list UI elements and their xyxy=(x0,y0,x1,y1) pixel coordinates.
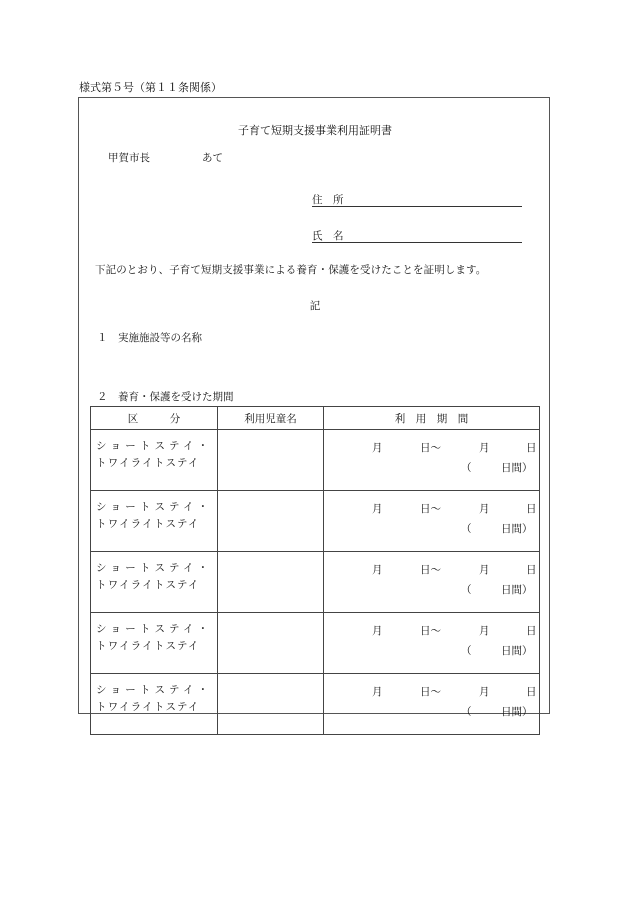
category-cell xyxy=(91,491,218,552)
category-cell xyxy=(91,552,218,613)
start-month: 月 xyxy=(372,503,383,515)
facility-name-item: １ 実施施設等の名称 xyxy=(97,332,202,344)
address-field[interactable] xyxy=(312,192,522,207)
end-month: 月 xyxy=(479,686,490,698)
child-name-cell[interactable] xyxy=(218,491,324,552)
certification-statement: 下記のとおり、子育て短期支援事業による養育・保護を受けたことを証明します。 xyxy=(95,264,487,276)
child-name-cell[interactable] xyxy=(218,430,324,491)
recipient-name: 甲賀市長 xyxy=(108,152,150,164)
category-line1: ショートステイ・ xyxy=(96,623,213,635)
category-line1: ショートステイ・ xyxy=(96,684,213,696)
child-name-cell[interactable] xyxy=(218,613,324,674)
usage-period-cell[interactable] xyxy=(324,552,540,613)
start-month: 月 xyxy=(372,564,383,576)
table-header-row xyxy=(91,407,540,430)
table-row xyxy=(91,430,540,491)
name-label: 氏 名 xyxy=(312,230,344,242)
usage-period-cell[interactable] xyxy=(324,674,540,735)
ki-heading: 記 xyxy=(309,300,321,312)
document-title: 子育て短期支援事業利用証明書 xyxy=(238,124,392,137)
category-cell xyxy=(91,613,218,674)
end-day: 日 xyxy=(526,564,537,576)
category-line2: トワイライトステイ xyxy=(96,518,200,530)
start-month: 月 xyxy=(372,686,383,698)
care-period-item: ２ 養育・保護を受けた期間 xyxy=(97,391,234,403)
category-line1: ショートステイ・ xyxy=(96,440,213,452)
table-row xyxy=(91,674,540,735)
name-field[interactable] xyxy=(312,228,522,243)
end-month: 月 xyxy=(479,625,490,637)
address-label: 住 所 xyxy=(312,194,344,206)
days-open-paren: （ xyxy=(461,645,472,657)
start-month: 月 xyxy=(372,442,383,454)
category-line2: トワイライトステイ xyxy=(96,457,200,469)
days-count: 日間） xyxy=(501,645,533,657)
table-row xyxy=(91,613,540,674)
period-table xyxy=(90,406,540,735)
header-child-name: 利用児童名 xyxy=(218,407,324,430)
category-line2: トワイライトステイ xyxy=(96,640,200,652)
end-day: 日 xyxy=(526,625,537,637)
end-day: 日 xyxy=(526,686,537,698)
category-line2: トワイライトステイ xyxy=(96,579,200,591)
end-month: 月 xyxy=(479,442,490,454)
header-category: 区 分 xyxy=(91,407,218,430)
child-name-cell[interactable] xyxy=(218,674,324,735)
start-day: 日～ xyxy=(420,503,441,515)
days-count: 日間） xyxy=(501,584,533,596)
category-line2: トワイライトステイ xyxy=(96,701,200,713)
usage-period-cell[interactable] xyxy=(324,430,540,491)
end-day: 日 xyxy=(526,503,537,515)
category-line1: ショートステイ・ xyxy=(96,501,213,513)
start-month: 月 xyxy=(372,625,383,637)
category-cell xyxy=(91,430,218,491)
table-row xyxy=(91,491,540,552)
days-open-paren: （ xyxy=(461,584,472,596)
days-open-paren: （ xyxy=(461,523,472,535)
start-day: 日～ xyxy=(420,442,441,454)
child-name-cell[interactable] xyxy=(218,552,324,613)
category-cell xyxy=(91,674,218,735)
table-row xyxy=(91,552,540,613)
form-number-label: 様式第５号（第１１条関係） xyxy=(79,81,222,94)
usage-period-cell[interactable] xyxy=(324,613,540,674)
recipient-suffix: あて xyxy=(202,152,223,164)
days-open-paren: （ xyxy=(461,462,472,474)
header-usage-period: 利 用 期 間 xyxy=(324,407,540,430)
usage-period-cell[interactable] xyxy=(324,491,540,552)
days-count: 日間） xyxy=(501,462,533,474)
category-line1: ショートステイ・ xyxy=(96,562,213,574)
days-open-paren: （ xyxy=(461,706,472,718)
end-day: 日 xyxy=(526,442,537,454)
end-month: 月 xyxy=(479,503,490,515)
start-day: 日～ xyxy=(420,564,441,576)
start-day: 日～ xyxy=(420,625,441,637)
end-month: 月 xyxy=(479,564,490,576)
days-count: 日間） xyxy=(501,523,533,535)
start-day: 日～ xyxy=(420,686,441,698)
days-count: 日間） xyxy=(501,706,533,718)
